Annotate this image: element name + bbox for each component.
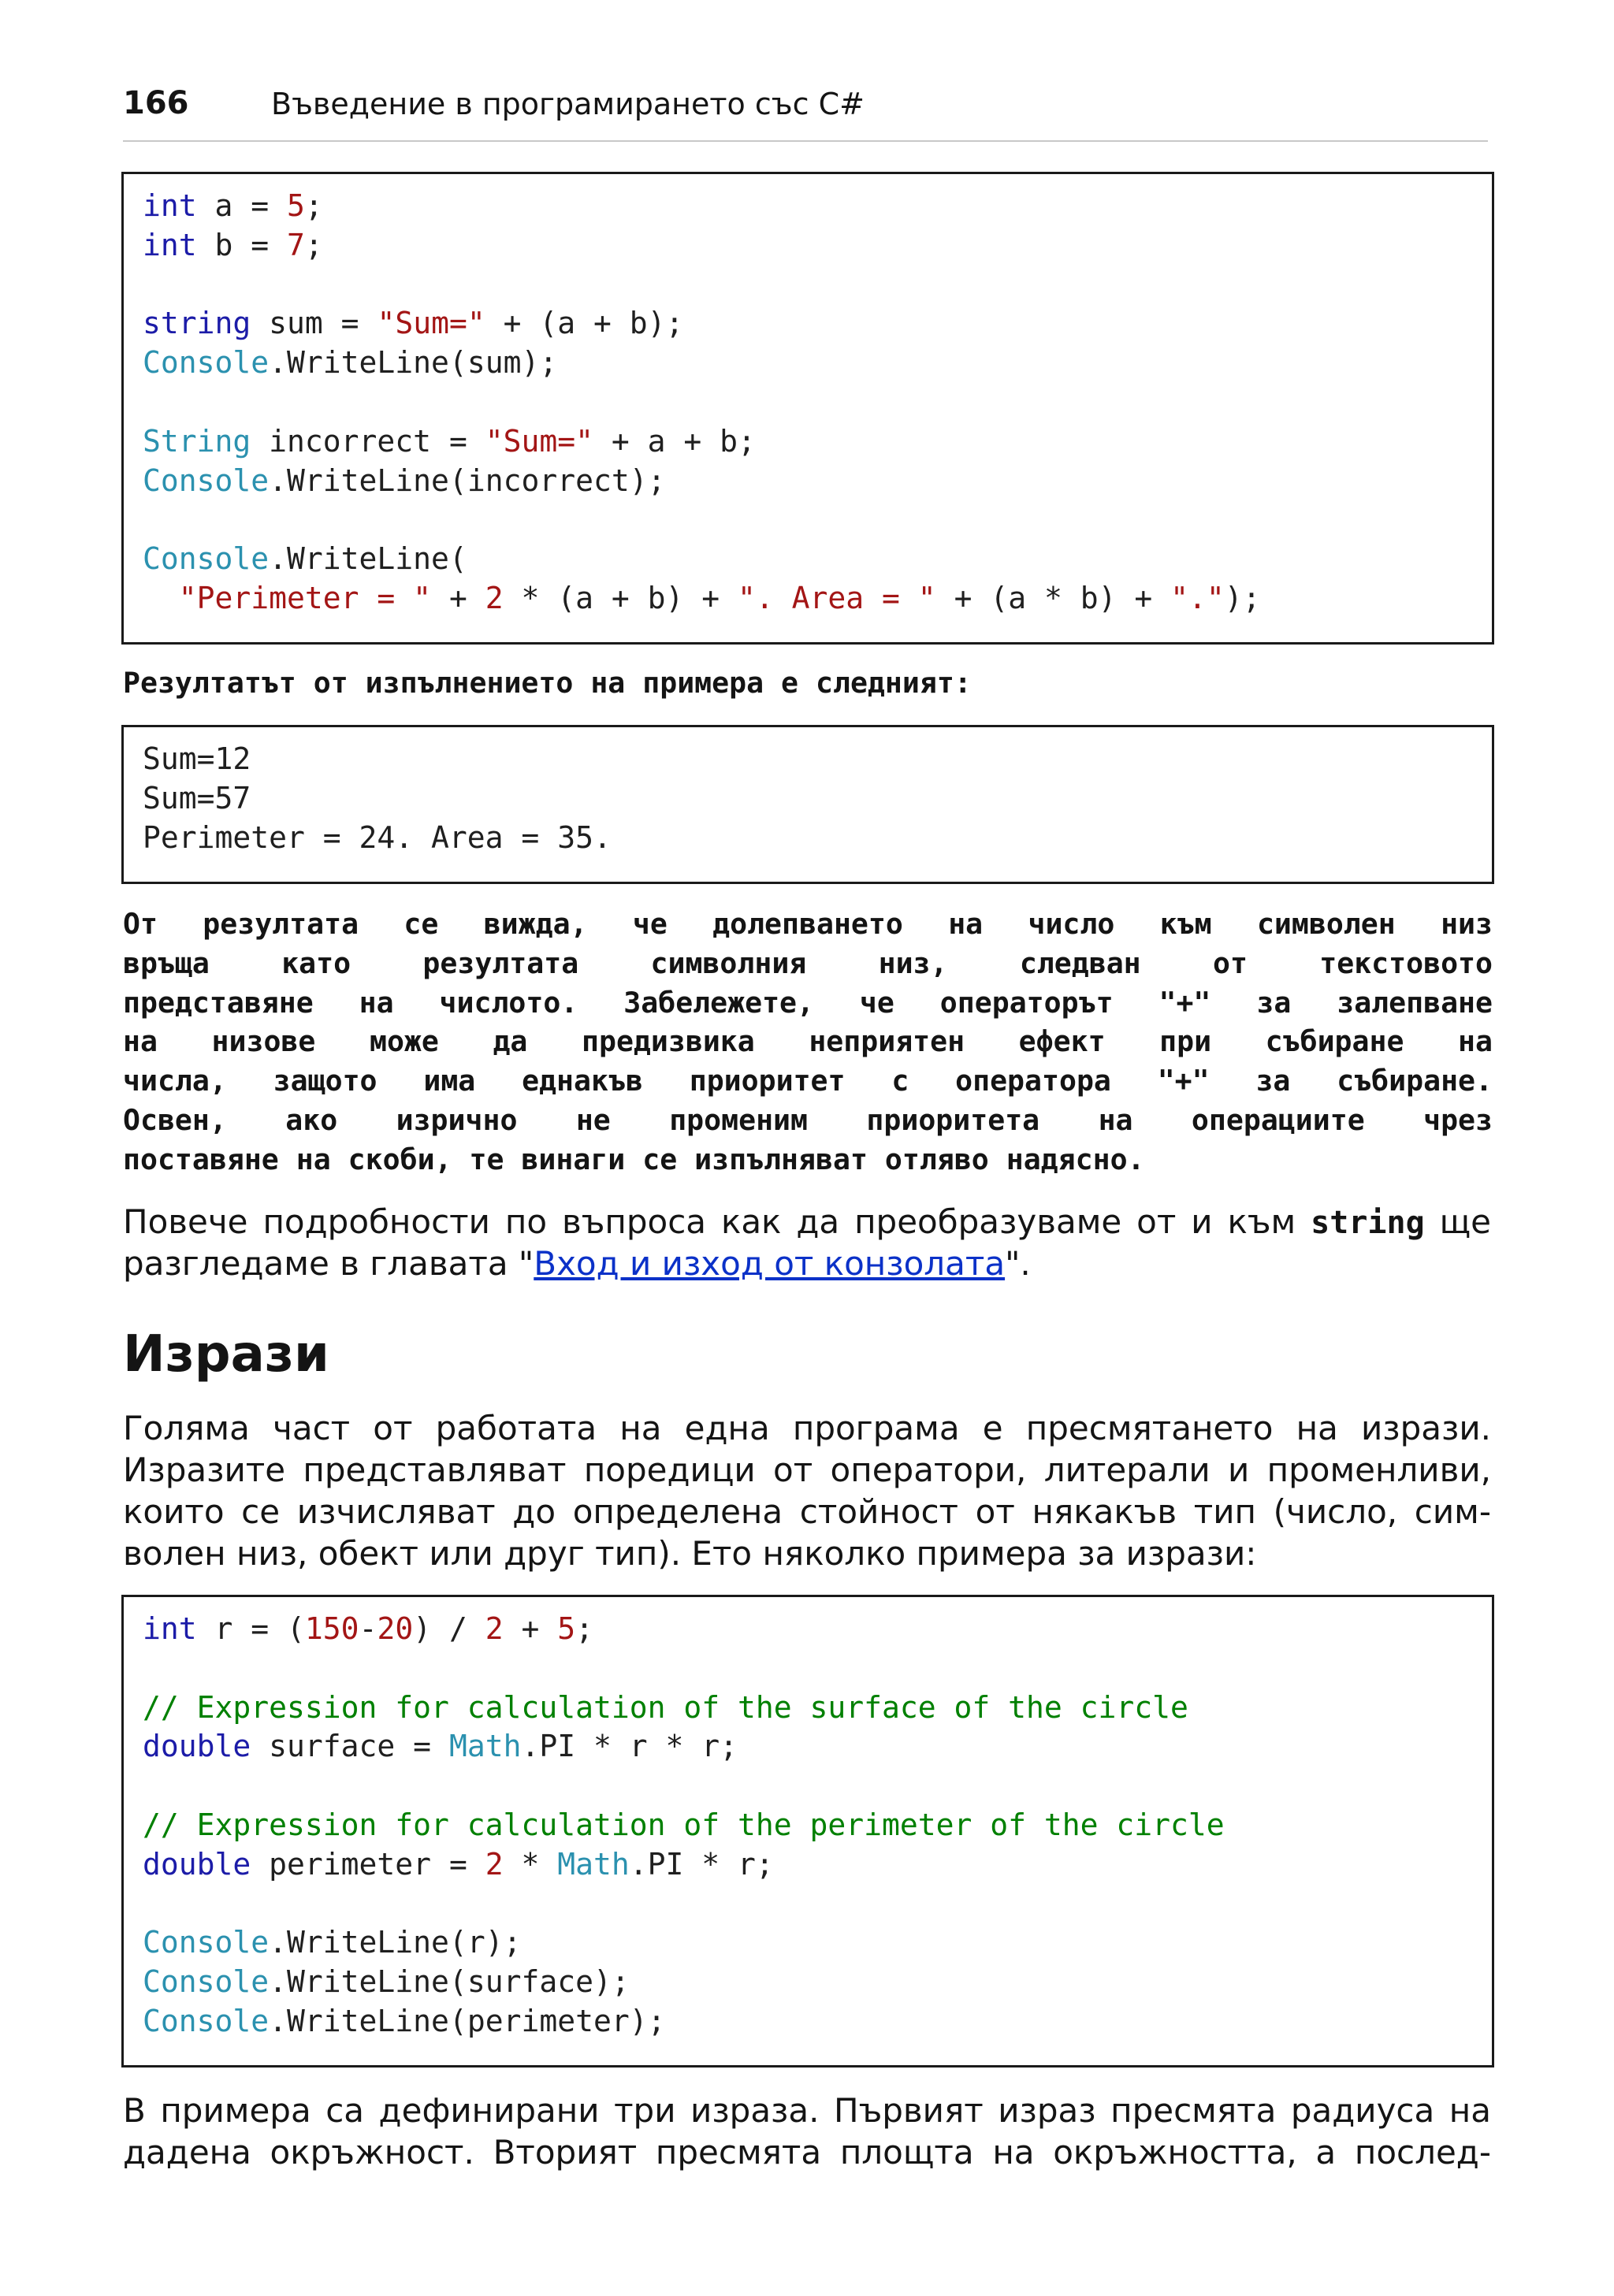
code-token: .WriteLine(perimeter); <box>269 2003 666 2038</box>
code-line <box>143 1610 1473 1649</box>
code-line <box>143 1767 1473 1806</box>
note-line: представяне на числото. Забележете, че операторът "+" за залепване <box>123 985 1493 1020</box>
note-line: числа, защото има еднакъв приоритет с оператора "+" за събиране. <box>123 1064 1493 1098</box>
intro-line: Голяма част от работата на една програма е пресмятането на изрази. <box>123 1409 1491 1447</box>
code-token: double <box>143 1846 251 1882</box>
code-token: ; <box>304 227 323 262</box>
code-token: + <box>431 580 485 615</box>
intro-line: волен низ, обект или друг тип). Ето няколко примера за изрази: <box>123 1534 1257 1573</box>
code-token: perimeter = <box>251 1846 485 1882</box>
code-token: .WriteLine(r); <box>269 1925 522 1960</box>
code-token: + (a + b); <box>485 306 684 341</box>
code-line <box>143 344 1473 383</box>
code-token: Console <box>143 1925 270 1960</box>
code-token: 2 <box>485 580 504 615</box>
code-token: * (a + b) + <box>503 580 738 615</box>
code-line <box>143 266 1473 305</box>
code-token: ); <box>1224 580 1261 615</box>
output-line: Perimeter = 24. Area = 35. <box>143 819 612 855</box>
code-token: 2 <box>485 1611 504 1646</box>
note-line: От резултата се вижда, че долепването на число към символен низ <box>123 907 1493 941</box>
code-line <box>143 500 1473 540</box>
code-token: r = ( <box>196 1611 305 1646</box>
code-token: Math <box>448 1729 522 1764</box>
code-line <box>143 462 1473 501</box>
code-token: - <box>359 1611 377 1646</box>
code-token: "." <box>1170 580 1225 615</box>
code-token: + <box>503 1611 558 1646</box>
code-line <box>143 1727 1473 1767</box>
code-token: int <box>143 227 197 262</box>
code-token: ; <box>575 1611 594 1646</box>
code-token: b = <box>196 227 288 262</box>
code-token: .WriteLine(sum); <box>269 345 558 381</box>
code-token: surface = <box>251 1729 449 1764</box>
more-info-line-2: разгледаме в главата "Вход и изход от конзолата". <box>123 1244 1031 1283</box>
code-line <box>143 422 1473 462</box>
intro-line: които се изчисляват до определена стойност от някакъв тип (число, сим- <box>123 1492 1491 1531</box>
code-token: // Expression for calculation of the perimeter of the circle <box>143 1807 1225 1842</box>
code-line <box>143 1885 1473 1924</box>
chapter-link-console-io[interactable]: Вход и изход от конзолата <box>534 1244 1006 1283</box>
code-token: .WriteLine( <box>269 541 467 577</box>
more-info-paragraph <box>123 1201 1491 1284</box>
code-token: + a + b; <box>593 423 756 459</box>
code-token: Console <box>143 345 270 381</box>
inline-code-string: string <box>1311 1205 1425 1241</box>
code-line <box>143 383 1473 422</box>
book-title: Въведение в програмирането със C# <box>271 87 865 121</box>
code-token: 150 <box>304 1611 359 1646</box>
code-token: string <box>143 306 251 341</box>
code-token: .PI * r * r; <box>521 1729 738 1764</box>
closing-paragraph <box>123 2090 1491 2173</box>
code-token: String <box>143 423 251 459</box>
code-token: // Expression for calculation of the surface of the circle <box>143 1689 1188 1725</box>
code-token: * <box>503 1846 558 1882</box>
note-line: на низове може да предизвика неприятен ефект при събиране на <box>123 1024 1493 1059</box>
code-line <box>143 1845 1473 1885</box>
section-heading: Изрази <box>123 1325 329 1384</box>
code-token: int <box>143 188 197 223</box>
expressions-intro-paragraph <box>123 1407 1491 1574</box>
code-line <box>143 1806 1473 1845</box>
code-token <box>143 581 179 615</box>
result-label: Резултатът от изпълнението на примера е следният: <box>123 666 972 700</box>
code-line <box>143 1923 1473 1963</box>
code-token: Console <box>143 2003 270 2038</box>
code-line <box>143 226 1473 266</box>
code-token: ) / <box>413 1611 485 1646</box>
closing-line: дадена окръжност. Вторият пресмята площта на окръжността, а послед- <box>123 2133 1491 2172</box>
code-listing <box>143 187 1473 619</box>
code-token: + (a * b) + <box>935 580 1171 615</box>
code-token: Console <box>143 463 270 498</box>
code-listing <box>143 1610 1473 2042</box>
code-token: .WriteLine(surface); <box>269 1964 630 2000</box>
code-token: "Sum=" <box>485 423 593 459</box>
note-line: поставяне на скоби, те винаги се изпълняват отляво надясно. <box>123 1142 1145 1176</box>
code-example-expressions <box>121 1595 1494 2068</box>
code-token: incorrect = <box>251 423 485 459</box>
console-output-box <box>121 725 1494 884</box>
code-token: 2 <box>485 1846 504 1882</box>
output-line: Sum=57 <box>143 780 251 815</box>
code-token: Console <box>143 1964 270 2000</box>
code-token: 5 <box>557 1611 576 1646</box>
code-token: sum = <box>251 306 377 341</box>
intro-line: Изразите представляват поредици от оператори, литерали и променливи, <box>123 1451 1491 1489</box>
code-token: .PI * r; <box>629 1846 774 1882</box>
code-line <box>143 2002 1473 2042</box>
console-output <box>143 740 1473 857</box>
code-line <box>143 540 1473 579</box>
code-token: Math <box>557 1846 630 1882</box>
note-line: Освен, ако изрично не променим приоритета на операциите чрез <box>123 1102 1493 1137</box>
more-info-line-1: Повече подробности по въпроса как да преобразуваме от и към string ще <box>123 1202 1491 1241</box>
code-line <box>143 187 1473 226</box>
code-line <box>143 1963 1473 2002</box>
code-token: 7 <box>287 227 305 262</box>
code-token: ". Area = " <box>738 580 936 615</box>
code-line <box>143 304 1473 344</box>
page-number: 166 <box>123 85 189 121</box>
code-token: ; <box>304 188 323 223</box>
page-header <box>123 79 1488 142</box>
note-paragraph <box>123 905 1493 1180</box>
code-example-concatenation <box>121 172 1494 645</box>
code-token: "Perimeter = " <box>178 580 432 615</box>
code-line <box>143 1649 1473 1689</box>
code-token: .WriteLine(incorrect); <box>269 463 666 498</box>
code-token: Console <box>143 541 270 577</box>
code-token: a = <box>196 188 288 223</box>
closing-line: В примера са дефинирани три израза. Първият израз пресмята радиуса на <box>123 2091 1491 2130</box>
code-token: "Sum=" <box>377 306 485 341</box>
code-token: int <box>143 1611 197 1646</box>
output-line: Sum=12 <box>143 741 251 776</box>
code-token: 20 <box>377 1611 414 1646</box>
code-line <box>143 1689 1473 1728</box>
note-line: връща като резултата символния низ, следван от текстовото <box>123 946 1493 980</box>
code-line <box>143 579 1473 619</box>
code-token: 5 <box>287 188 305 223</box>
code-token: double <box>143 1729 251 1764</box>
